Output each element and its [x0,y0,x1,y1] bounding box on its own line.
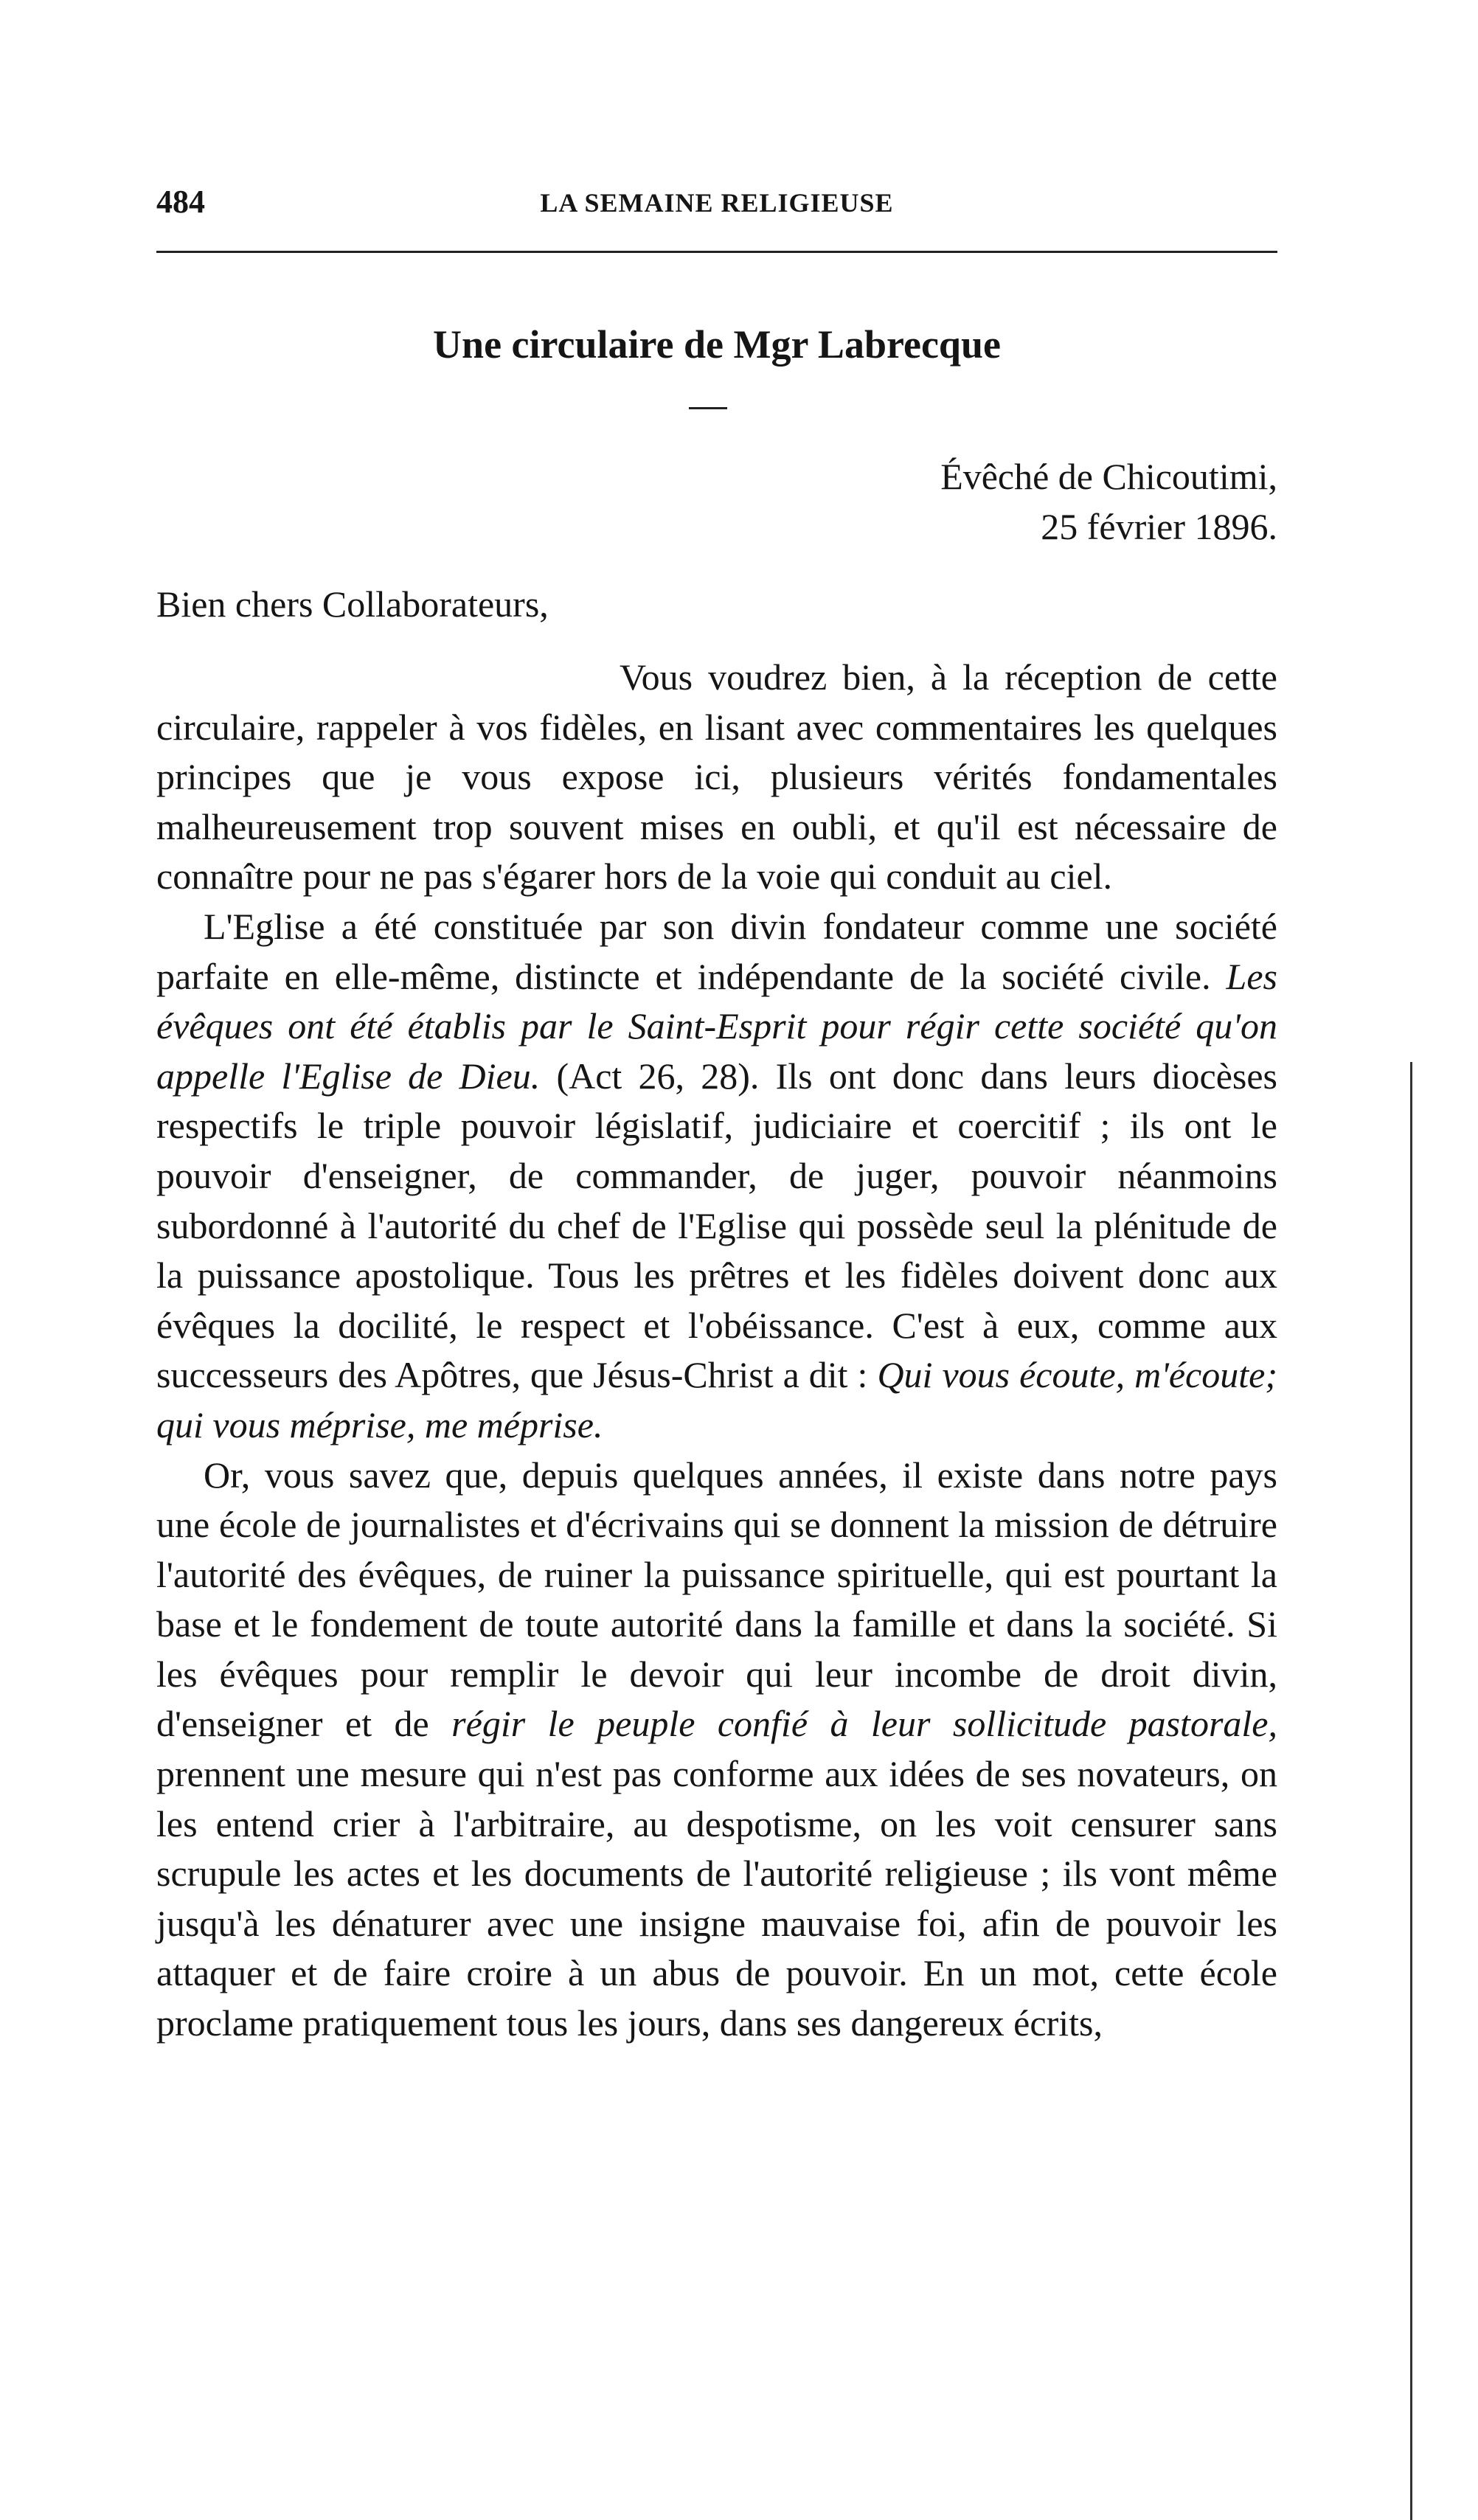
page-edge-line [1410,1062,1412,2520]
scripture-quote-acts: Les évêques ont été établis par le Saint-Esprit pour régir cette société qu'on appelle l'Eglise de Dieu. [156,955,1277,1097]
salutation: Bien chers Collaborateurs, [156,583,549,625]
paragraph-3-text-b: prennent une mesure qui n'est pas conforme aux idées de ses novateurs, on les entend crier à l'arbitraire, au despotisme, on les voit censurer sans scrupule les actes et les documents de l'autorité religieuse ; ils vont même jusqu'à les dénaturer avec une insigne mauvaise foi, afin de pouvoir les attaquer et de faire croire à un abus de pouvoir. En un mot, cette école proclame pratiquement tous les jours, dans ses dangereux écrits, [156,1753,1277,2044]
title-dash [689,407,727,409]
paragraph-1: Vous voudrez bien, à la réception de cette circulaire, rappeler à vos fidèles, en lisant avec commentaires les quelques principes que je vous expose ici, plusieurs vérités fondamentales malheureusement trop souvent mises en oubli, et qu'il est nécessaire de connaître pour ne pas s'égarer hors de la voie qui conduit au ciel. [156,656,1277,898]
dateline-date: 25 février 1896. [1041,506,1277,547]
page-number: 484 [156,184,205,220]
running-head: LA SEMAINE RELIGIEUSE [540,188,894,218]
dateline [940,451,1277,552]
page-header [156,183,1277,227]
paragraph-2 [156,902,1277,1451]
paragraph-3-text-a: Or, vous savez que, depuis quelques années, il existe dans notre pays une école de journalistes et d'écrivains qui se donnent la mission de détruire l'autorité des évêques, de ruiner la puissance spirituelle, qui est pourtant la base et le fondement de toute autorité dans la famille et dans la société. Si les évêques pour remplir le devoir qui leur incombe de droit divin, d'enseigner et de [156,1454,1277,1745]
header-rule [156,251,1277,253]
paragraph-2-text-a: L'Eglise a été constituée par son divin fondateur comme une société parfaite en elle-même, distincte et indépendante de la société civile. [156,905,1277,997]
article-title: Une circulaire de Mgr Labrecque [433,322,1001,367]
paragraph-3-italic: régir le peuple confié à leur sollicitude pastorale, [451,1703,1277,1745]
body-text [156,653,1277,2049]
scripture-quote-gospel: Qui vous écoute, m'écoute; qui vous méprise, me méprise. [156,1354,1277,1445]
paragraph-2-text-b: (Act 26, 28). Ils ont donc dans leurs diocèses respectifs le triple pouvoir législatif, judiciaire et coercitif ; ils ont le pouvoir d'enseigner, de commander, de juger, pouvoir néanmoins subordonné à l'autorité du chef de l'Eglise qui possède seul la plénitude de la puissance apostolique. Tous les prêtres et les fidèles doivent donc aux évêques la docilité, le respect et l'obéissance. C'est à eux, comme aux successeurs des Apôtres, que Jésus-Christ a dit : [156,1055,1277,1396]
dateline-place: Évêché de Chicoutimi, [940,456,1277,497]
paragraph-3 [156,1451,1277,2049]
